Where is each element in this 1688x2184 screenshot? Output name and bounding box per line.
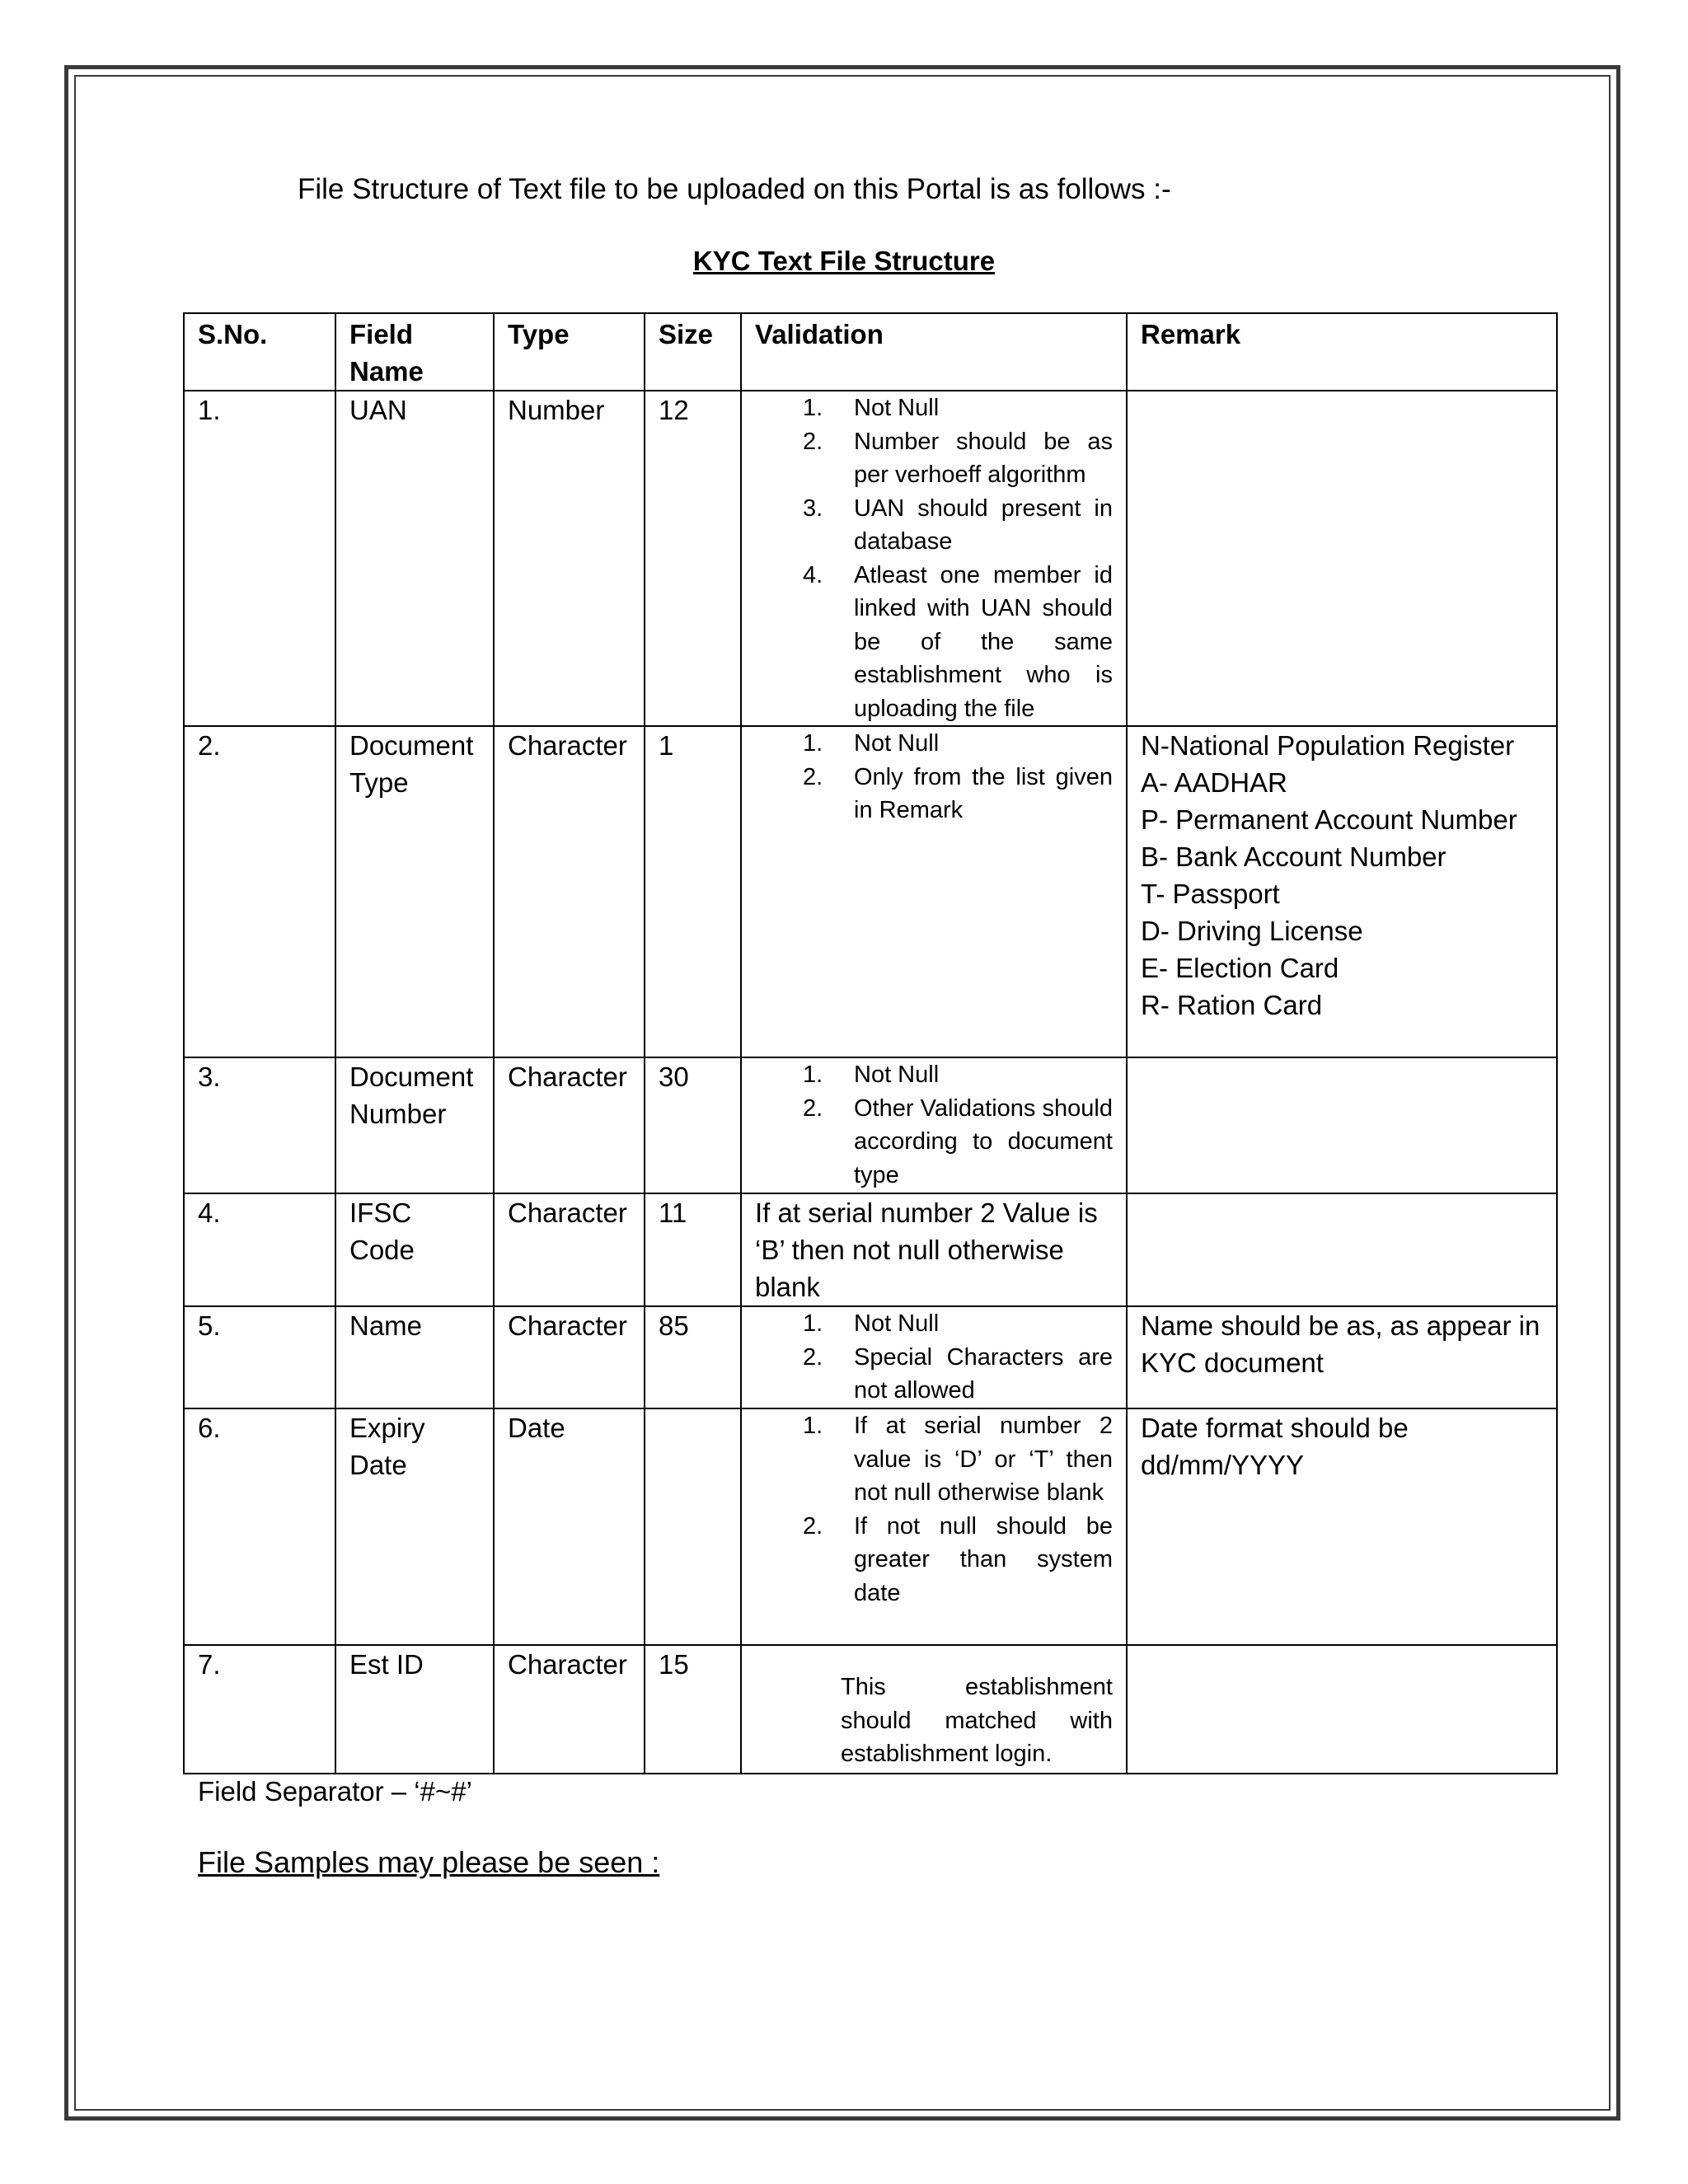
list-item: 2. Special Characters are not allowed xyxy=(803,1343,1113,1404)
cell-size: 30 xyxy=(645,1057,741,1193)
cell-type: Character xyxy=(494,1645,645,1774)
cell-type: Number xyxy=(494,391,645,726)
list-item: E- Election Card xyxy=(1141,953,1339,983)
cell-field: IFSC Code xyxy=(335,1193,494,1306)
cell-field: Expiry Date xyxy=(335,1408,494,1645)
table-row xyxy=(184,1057,1557,1193)
validation-text: This establishment should matched with establishment login. xyxy=(841,1674,1113,1767)
cell-field: Est ID xyxy=(335,1645,494,1774)
cell-field: Document Type xyxy=(335,726,494,1057)
cell-size: 11 xyxy=(645,1193,741,1306)
list-item: B- Bank Account Number xyxy=(1141,841,1447,872)
validation-list xyxy=(755,727,1113,827)
file-samples-note: File Samples may please be seen : xyxy=(198,1845,660,1879)
validation-list xyxy=(755,1409,1113,1610)
field-separator-note: Field Separator – ‘#~#’ xyxy=(198,1776,472,1807)
list-item: P- Permanent Account Number xyxy=(1141,804,1517,835)
cell-size: 85 xyxy=(645,1306,741,1408)
cell-validation xyxy=(741,391,1127,726)
list-item: 3. UAN should present in database xyxy=(803,494,1113,555)
list-item: R- Ration Card xyxy=(1141,990,1323,1020)
list-item: 1. Not Null xyxy=(803,730,940,757)
header-field-name: Field Name xyxy=(335,313,494,391)
cell-sno: 4. xyxy=(184,1193,335,1306)
cell-remark: Name should be as, as appear in KYC document xyxy=(1127,1306,1557,1408)
list-item: A- AADHAR xyxy=(1141,767,1287,798)
cell-field: UAN xyxy=(335,391,494,726)
validation-list xyxy=(755,1058,1113,1192)
cell-remark xyxy=(1127,1193,1557,1306)
cell-field: Name xyxy=(335,1306,494,1408)
header-size: Size xyxy=(645,313,741,391)
list-item: D- Driving License xyxy=(1141,916,1363,946)
table-row xyxy=(184,1645,1557,1774)
cell-validation: If at serial number 2 Value is ‘B’ then not null otherwise blank xyxy=(741,1193,1127,1306)
cell-type: Character xyxy=(494,1306,645,1408)
validation-list xyxy=(755,1307,1113,1408)
cell-remark xyxy=(1127,726,1557,1057)
cell-size xyxy=(645,1408,741,1645)
list-item: 4. Atleast one member id linked with UAN should be of the same establishment who is uploading the file xyxy=(803,561,1113,722)
table-header-row xyxy=(184,313,1557,391)
header-validation: Validation xyxy=(741,313,1127,391)
cell-type: Character xyxy=(494,1057,645,1193)
cell-validation xyxy=(741,726,1127,1057)
cell-remark xyxy=(1127,391,1557,726)
cell-remark xyxy=(1127,1057,1557,1193)
list-item: 1. Not Null xyxy=(803,1062,940,1088)
list-item: T- Passport xyxy=(1141,879,1280,909)
header-remark: Remark xyxy=(1127,313,1557,391)
cell-type: Date xyxy=(494,1408,645,1645)
list-item: N-National Population Register xyxy=(1141,730,1515,761)
cell-size: 12 xyxy=(645,391,741,726)
document-type-list xyxy=(1141,727,1543,1024)
document-title: KYC Text File Structure xyxy=(692,246,996,276)
cell-field: Document Number xyxy=(335,1057,494,1193)
cell-size: 15 xyxy=(645,1645,741,1774)
list-item: 1. Not Null xyxy=(803,1310,940,1337)
cell-sno: 6. xyxy=(184,1408,335,1645)
cell-validation xyxy=(741,1645,1127,1774)
cell-type: Character xyxy=(494,1193,645,1306)
cell-remark: Date format should be dd/mm/YYYY xyxy=(1127,1408,1557,1645)
cell-sno: 3. xyxy=(184,1057,335,1193)
cell-validation xyxy=(741,1408,1127,1645)
intro-text: File Structure of Text file to be uploaded on this Portal is as follows :- xyxy=(298,173,1171,205)
kyc-structure-table xyxy=(183,312,1558,1774)
cell-sno: 5. xyxy=(184,1306,335,1408)
cell-remark xyxy=(1127,1645,1557,1774)
cell-sno: 7. xyxy=(184,1645,335,1774)
validation-list xyxy=(755,391,1113,725)
table-row xyxy=(184,1408,1557,1645)
cell-sno: 2. xyxy=(184,726,335,1057)
header-type: Type xyxy=(494,313,645,391)
table-row xyxy=(184,726,1557,1057)
list-item: 1. If at serial number 2 value is ‘D’ or ‘T’ then not null otherwise blank xyxy=(803,1413,1113,1506)
list-item: 2. If not null should be greater than system date xyxy=(803,1512,1113,1606)
list-item: 2. Number should be as per verhoeff algorithm xyxy=(803,428,1113,488)
table-row xyxy=(184,1306,1557,1408)
cell-validation xyxy=(741,1306,1127,1408)
table-row xyxy=(184,391,1557,726)
header-sno: S.No. xyxy=(184,313,335,391)
cell-type: Character xyxy=(494,726,645,1057)
list-item: 2. Only from the list given in Remark xyxy=(803,763,1113,823)
cell-validation xyxy=(741,1057,1127,1193)
list-item: 1. Not Null xyxy=(803,395,940,421)
cell-size: 1 xyxy=(645,726,741,1057)
list-item: 2. Other Validations should according to document type xyxy=(803,1094,1113,1188)
cell-sno: 1. xyxy=(184,391,335,726)
table-row xyxy=(184,1193,1557,1306)
